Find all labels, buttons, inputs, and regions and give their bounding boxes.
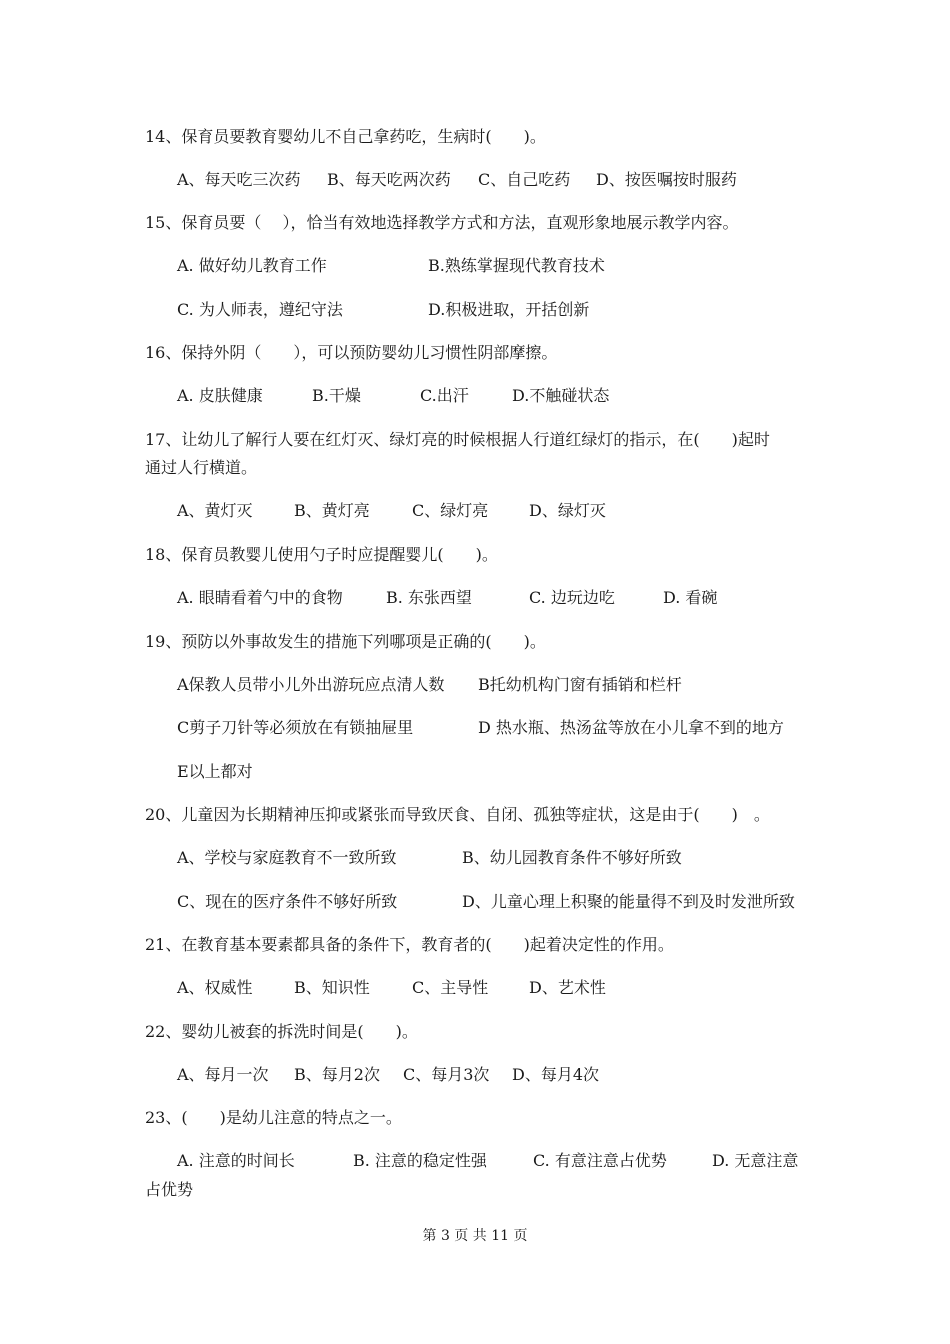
question-21-stem: 21、在教育基本要素都具备的条件下，教育者的( )起着决定性的作用。: [145, 935, 674, 954]
question-18-option-d: D. 看碗: [663, 588, 718, 607]
question-14-option-a: A、每天吃三次药: [177, 170, 301, 189]
question-18-option-b: B. 东张西望: [386, 588, 472, 607]
question-20-stem: 20、儿童因为长期精神压抑或紧张而导致厌食、自闭、孤独等症状，这是由于( ) 。: [145, 805, 770, 824]
question-15-option-d: D.积极进取，开括创新: [428, 300, 590, 319]
question-22-option-a: A、每月一次: [177, 1065, 269, 1084]
question-14-option-d: D、按医嘱按时服药: [596, 170, 737, 189]
question-18-stem: 18、保育员教婴儿使用勺子时应提醒婴儿( )。: [145, 545, 498, 564]
question-16-option-a: A. 皮肤健康: [177, 386, 263, 405]
question-20-option-d: D、儿童心理上积聚的能量得不到及时发泄所致: [462, 892, 795, 911]
question-15-option-b: B.熟练掌握现代教育技术: [428, 256, 605, 275]
question-19-option-d: D 热水瓶、热汤盆等放在小儿拿不到的地方: [478, 718, 784, 737]
question-17-stem-continued: 通过人行横道。: [145, 458, 258, 477]
question-17-option-d: D、绿灯灭: [529, 501, 606, 520]
question-19-option-a: A保教人员带小儿外出游玩应点清人数: [177, 675, 445, 694]
question-19-stem: 19、预防以外事故发生的措施下列哪项是正确的( )。: [145, 632, 546, 651]
question-23-option-b: B. 注意的稳定性强: [353, 1151, 487, 1170]
question-19-option-e: E以上都对: [177, 762, 253, 781]
question-16-option-b: B.干燥: [312, 386, 361, 405]
question-22-option-c: C、每月3次: [403, 1065, 490, 1084]
question-21-option-c: C、主导性: [412, 978, 489, 997]
question-23-option-d-continued: 占优势: [145, 1180, 194, 1199]
question-18-option-c: C. 边玩边吃: [529, 588, 615, 607]
question-16-stem: 16、保持外阴（ ），可以预防婴幼儿习惯性阴部摩擦。: [145, 343, 558, 362]
question-23-option-a: A. 注意的时间长: [177, 1151, 295, 1170]
question-14-option-b: B、每天吃两次药: [327, 170, 451, 189]
question-22-option-b: B、每月2次: [294, 1065, 380, 1084]
question-23-option-d: D. 无意注意: [712, 1151, 799, 1170]
page-number-footer: 第 3 页 共 11 页: [422, 1228, 528, 1244]
question-21-option-b: B、知识性: [294, 978, 370, 997]
question-16-option-c: C.出汗: [420, 386, 469, 405]
question-17-stem: 17、让幼儿了解行人要在红灯灭、绿灯亮的时候根据人行道红绿灯的指示，在( )起时: [145, 430, 770, 449]
question-15-option-c: C. 为人师表，遵纪守法: [177, 300, 343, 319]
question-17-option-b: B、黄灯亮: [294, 501, 370, 520]
question-17-option-c: C、绿灯亮: [412, 501, 489, 520]
question-19-option-c: C剪子刀针等必须放在有锁抽屉里: [177, 718, 414, 737]
question-14-option-c: C、自己吃药: [478, 170, 571, 189]
question-15-stem: 15、保育员要（ ），恰当有效地选择教学方式和方法，直观形象地展示教学内容。: [145, 213, 739, 232]
question-16-option-d: D.不触碰状态: [512, 386, 610, 405]
question-22-option-d: D、每月4次: [512, 1065, 600, 1084]
question-23-stem: 23、( )是幼儿注意的特点之一。: [145, 1108, 402, 1127]
question-23-option-c: C. 有意注意占优势: [533, 1151, 667, 1170]
question-22-stem: 22、婴幼儿被套的拆洗时间是( )。: [145, 1022, 418, 1041]
question-15-option-a: A. 做好幼儿教育工作: [177, 256, 327, 275]
question-20-option-b: B、幼儿园教育条件不够好所致: [462, 848, 682, 867]
question-14-stem: 14、保育员要教育婴幼儿不自己拿药吃，生病时( )。: [145, 127, 546, 146]
question-21-option-a: A、权威性: [177, 978, 253, 997]
question-17-option-a: A、黄灯灭: [177, 501, 253, 520]
question-20-option-c: C、现在的医疗条件不够好所致: [177, 892, 398, 911]
question-20-option-a: A、学校与家庭教育不一致所致: [177, 848, 397, 867]
question-19-option-b: B托幼机构门窗有插销和栏杆: [478, 675, 682, 694]
question-21-option-d: D、艺术性: [529, 978, 606, 997]
question-18-option-a: A. 眼睛看着勺中的食物: [177, 588, 343, 607]
